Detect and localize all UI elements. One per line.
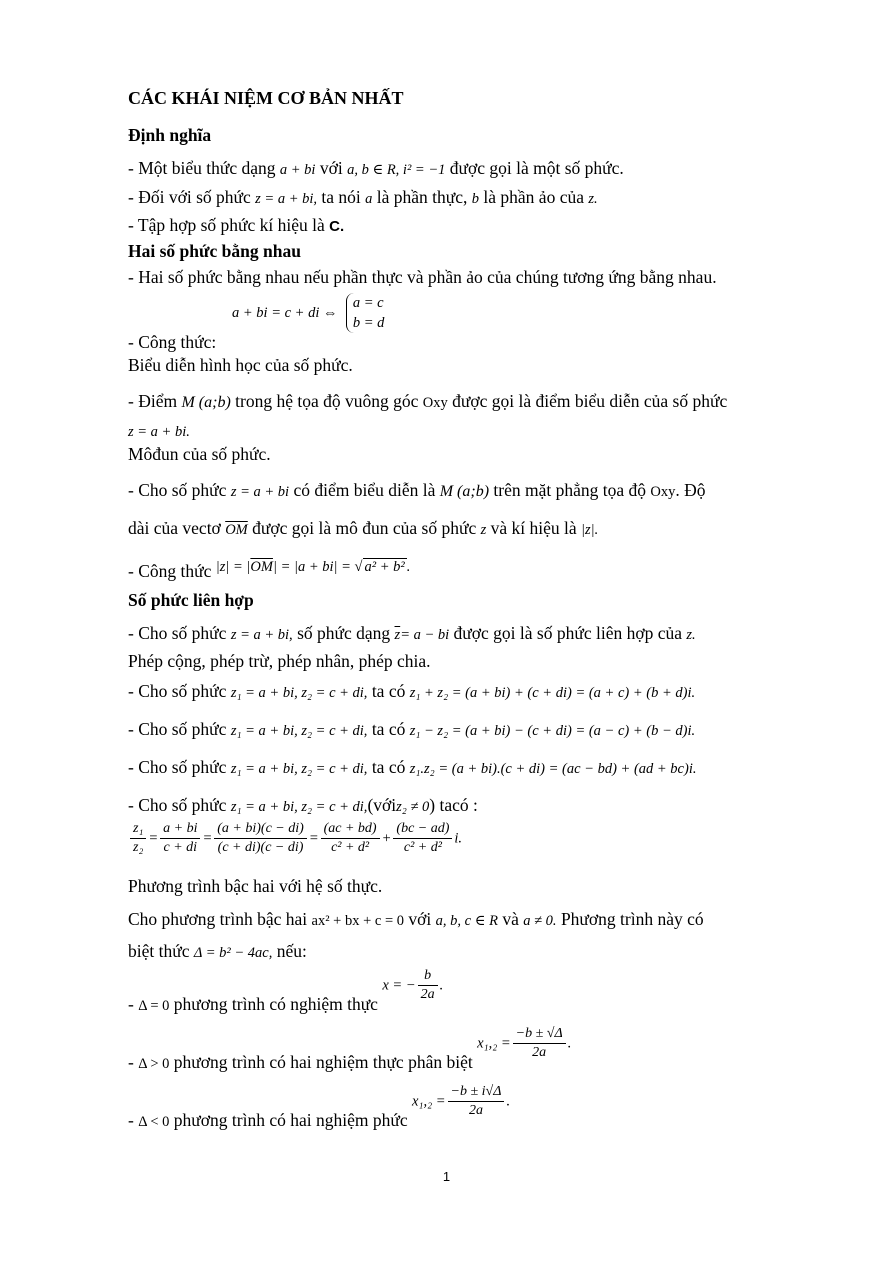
quadratic-line-2: biệt thức Δ = b² − 4ac, nếu: [128,941,307,961]
quadratic-line-1: Cho phương trình bậc hai ax² + bx + c = 0 với a, b, c ∈ R và a ≠ 0. Phương trình này có [128,909,704,929]
case-3: - $_{\Delta < 0}$ phương trình có hai nghiệm phức x₁,₂ = $\frac{-b \pm i√\Delta}{2a}$ . [128,1084,511,1130]
equal-system: a = c b = d [346,293,385,333]
definition-line-1: - Một biểu thức dạng a + bi với a, b ∈ R, i² = −1 được gọi là một số phức. [128,158,624,178]
page-number: 1 [442,1169,451,1184]
equal-formula: a + bi = c + di ⇔ a = c b = d [232,295,385,331]
modulus-formula: |z| = |OM| = |a + bi| = √ a² + b² . [215,559,411,575]
definition-line-2: - Đối với số phức z = a + bi, ta nói a là phần thực, b là phần ảo của z. [128,187,598,207]
definition-line-3: - Tập hợp số phức kí hiệu là C. [128,215,345,235]
heading-quadratic: Phương trình bậc hai với hệ số thực. [128,876,383,896]
heading-geometry: Biểu diễn hình học của số phức. [128,355,353,375]
heading-operations: Phép cộng, phép trừ, phép nhân, phép chia. [128,651,431,671]
heading-equal: Hai số phức bằng nhau [128,241,301,261]
operation-add: - Cho số phức z₁ = a + bi, z₂ = c + di, ta có z₁ + z₂ = (a + bi) + (c + di) = (a + c) + (b + d)i. [128,681,696,701]
modulus-line-1: - Cho số phức z = a + bi có điểm biểu diễn là M (a;b) trên mặt phẳng tọa độ Oxy. Độ [128,480,706,500]
modulus-line-2: dài của vectơ $\overline{OM}$ được gọi là mô đun của số phức z và kí hiệu là |z|. [128,518,599,538]
modulus-line-3: - Công thức $^{|z| = |\overline{OM}| = |a + bi| = √ a^2 + b^2 .}$ [128,559,411,581]
equal-text: - Hai số phức bằng nhau nếu phần thực và phần ảo của chúng tương ứng bằng nhau. [128,267,717,287]
heading-definition: Định nghĩa [128,125,212,145]
division-formula: $\frac{\text{z₁}}{\text{z₂}}$ = $\frac{a + bi}{c + di}$ = $\frac{(a + bi)(c - di)}{(c + di)(c - di)}$ = $\frac{(ac + bd)}{\text{c² + d²}}$ + $\frac{(bc - ad)}{\text{c² + d²}}$ i. [128,820,807,857]
equal-formula-label: - Công thức: [128,332,217,352]
heading-modulus: Môđun của số phức. [128,444,271,464]
case-2: - $_{\Delta > 0}$ phương trình có hai nghiệm thực phân biệt x₁,₂ = $\frac{-b \pm √\Delta}{2a}$ . [128,1026,572,1072]
conjugate-line: - Cho số phức z = a + bi, số phức dạng $\overline{z}= a$ − bi được gọi là số phức liên hợp của z. [128,623,696,643]
operation-sub: - Cho số phức z₁ = a + bi, z₂ = c + di, ta có z₁ − z₂ = (a + bi) − (c + di) = (a − c) + (b − d)i. [128,719,696,739]
geometry-z: z = a + bi. [128,424,190,440]
operation-mul: - Cho số phức z₁ = a + bi, z₂ = c + di, ta có z₁.z₂ = (a + bi).(c + di) = (ac − bd) + (ad + bc)i. [128,757,697,777]
case-1: - $_{\Delta = 0}$ phương trình có nghiệm thực x = − $\frac{b}{2a}$ . [128,968,444,1014]
operation-div-given: - Cho số phức z₁ = a + bi, z₂ = c + di,(vớiz₂ ≠ 0) tacó : [128,795,478,815]
heading-conjugate: Số phức liên hợp [128,590,254,610]
geometry-line: - Điểm M (a;b) trong hệ tọa độ vuông góc Oxy được gọi là điểm biểu diễn của số phức [128,391,728,411]
page-title: CÁC KHÁI NIỆM CƠ BẢN NHẤT [128,88,404,108]
